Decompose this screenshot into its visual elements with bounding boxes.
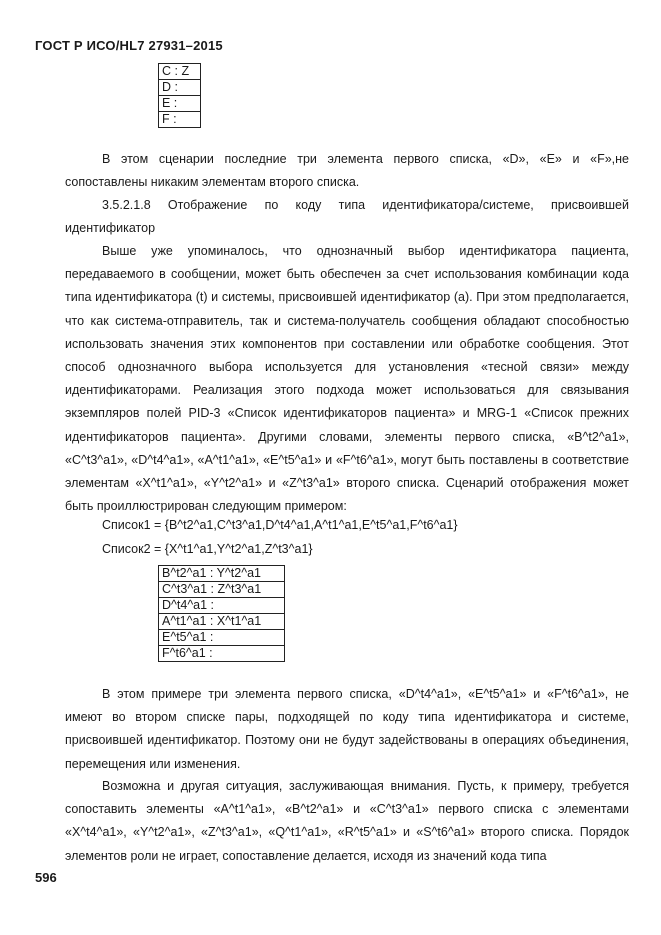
- table-cell: D :: [159, 80, 201, 96]
- table-cell: C : Z: [159, 64, 201, 80]
- table-cell: D^t4^a1 :: [159, 598, 285, 614]
- table-cell: B^t2^a1 : Y^t2^a1: [159, 566, 285, 582]
- list1-definition: Список1 = {B^t2^a1,C^t3^a1,D^t4^a1,A^t1^a1,E^t5^a1,F^t6^a1}: [102, 518, 458, 532]
- paragraph-unmatched-elements: В этом примере три элемента первого списка, «D^t4^a1», «E^t5^a1» и «F^t6^a1», не имеют во втором списке пары, подходящей по коду типа идентификатора и системе, присвоившей идентификатор. Поэтому они не будут задействованы в операциях объединения, перемещения или изменения.: [65, 687, 629, 771]
- table-cell: F^t6^a1 :: [159, 646, 285, 662]
- table-cell: E^t5^a1 :: [159, 630, 285, 646]
- document-header: ГОСТ Р ИСО/HL7 27931–2015: [35, 38, 223, 53]
- section-heading-3-5-2-1-8: 3.5.2.1.8 Отображение по коду типа идентификатора/системе, присвоившей идентификатор: [65, 198, 629, 236]
- table-row: [159, 646, 285, 662]
- table-row: [159, 566, 285, 582]
- page-number: 596: [35, 870, 57, 885]
- mapping-table-identifiers: [158, 565, 285, 662]
- table-row: [159, 614, 285, 630]
- paragraph-scenario-note: В этом сценарии последние три элемента первого списка, «D», «E» и «F»,не сопоставлены никаким элементам второго списка.: [65, 152, 629, 190]
- table-cell: C^t3^a1 : Z^t3^a1: [159, 582, 285, 598]
- paragraph-other-situation: Возможна и другая ситуация, заслуживающая внимания. Пусть, к примеру, требуется сопоставить элементы «A^t1^a1», «B^t2^a1» и «C^t3^a1» первого списка с элементами «X^t4^a1», «Y^t2^a1», «Z^t3^a1», «Q^t1^a1», «R^t5^a1» и «S^t6^a1» второго списка. Порядок элементов роли не играет, сопоставление делается, исходя из значений кода типа: [65, 779, 629, 863]
- table-row: [159, 630, 285, 646]
- paragraph-identifier-mapping: Выше уже упоминалось, что однозначный выбор идентификатора пациента, передаваемого в сообщении, может быть обеспечен за счет использования комбинации кода типа идентификатора (t) и системы, присвоившей идентификатор (a). При этом предполагается, что как система-отправитель, так и система-получатель сообщения обладают способностью использовать значения этих компонентов при составлении или обработке сообщения. Этот способ однозначного выбора используется для установления «тесной связи» между идентификаторами. Реализация этого подхода может использоваться для связывания экземпляров полей PID-3 «Список идентификаторов пациента» и MRG-1 «Список прежних идентификаторов пациента». Другими словами, элементы первого списка, «B^t2^a1», «C^t3^a1», «D^t4^a1», «A^t1^a1», «E^t5^a1» и «F^t6^a1», могут быть поставлены в соответствие элементам «X^t1^a1», «Y^t2^a1» и «Z^t3^a1» второго списка. Сценарий отображения может быть проиллюстрирован следующим примером:: [65, 244, 629, 514]
- table-row: [159, 598, 285, 614]
- table-row: [159, 96, 201, 112]
- table-cell: E :: [159, 96, 201, 112]
- table-cell: F :: [159, 112, 201, 128]
- table-row: [159, 112, 201, 128]
- list2-definition: Список2 = {X^t1^a1,Y^t2^a1,Z^t3^a1}: [102, 542, 313, 556]
- table-row: [159, 582, 285, 598]
- table-cell: A^t1^a1 : X^t1^a1: [159, 614, 285, 630]
- table-row: [159, 64, 201, 80]
- table-row: [159, 80, 201, 96]
- mapping-table-short: [158, 63, 201, 128]
